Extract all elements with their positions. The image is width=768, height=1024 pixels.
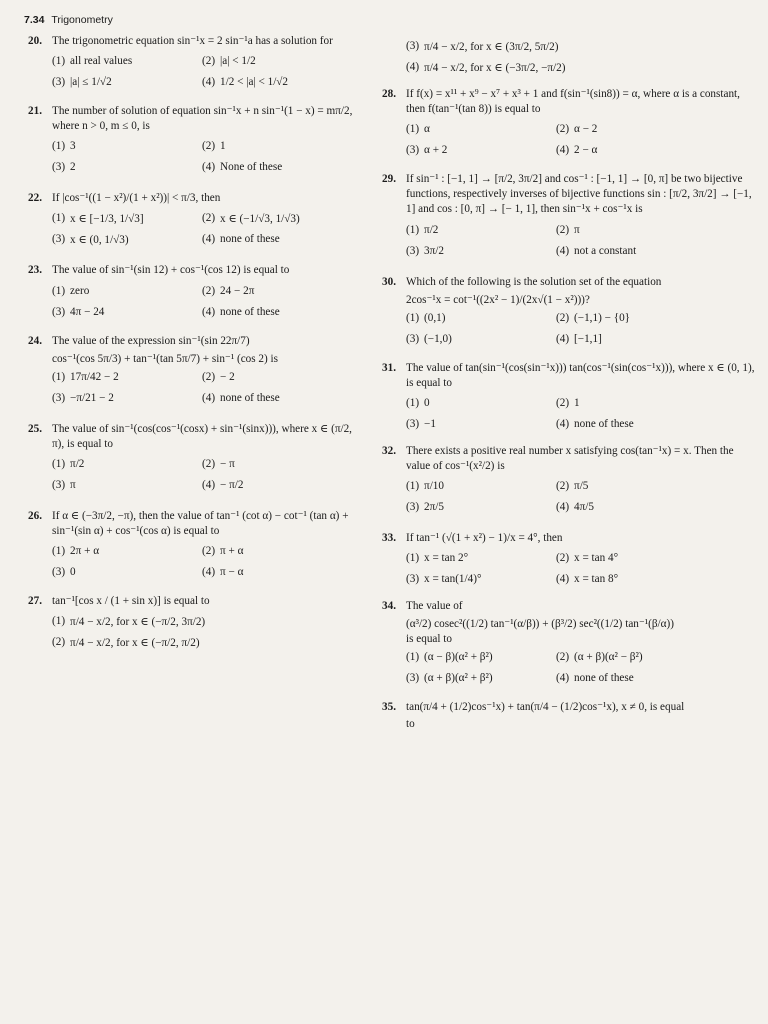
option-number: (2) bbox=[556, 311, 570, 324]
answer-option[interactable] bbox=[202, 564, 362, 580]
question bbox=[382, 599, 758, 686]
option-text: −π/21 − 2 bbox=[70, 391, 114, 404]
question-number: 34. bbox=[382, 600, 396, 613]
answer-option[interactable] bbox=[406, 243, 556, 259]
answer-option[interactable] bbox=[202, 304, 362, 320]
answer-option[interactable] bbox=[406, 38, 758, 54]
option-text: 3π/2 bbox=[424, 244, 444, 257]
option-text: 17π/42 − 2 bbox=[70, 370, 119, 383]
answer-option[interactable] bbox=[556, 416, 716, 432]
option-text: x = tan(1/4)° bbox=[424, 573, 482, 586]
option-text: π/2 bbox=[424, 223, 439, 236]
option-number: (4) bbox=[202, 233, 216, 246]
option-number: (3) bbox=[406, 501, 420, 514]
answer-option[interactable] bbox=[52, 159, 202, 175]
question bbox=[28, 334, 358, 406]
answer-option[interactable] bbox=[202, 74, 362, 90]
question bbox=[28, 509, 358, 580]
option-number: (2) bbox=[52, 636, 66, 649]
question-expression: 2cos⁻¹x = cot⁻¹((2x² − 1)/(2x√(1 − x²)))? bbox=[406, 293, 590, 306]
question-number: 31. bbox=[382, 361, 396, 374]
option-number: (1) bbox=[52, 212, 66, 225]
option-number: (2) bbox=[556, 123, 570, 136]
option-text: − π/2 bbox=[220, 478, 244, 491]
option-number: (4) bbox=[406, 61, 420, 73]
question-expression: to bbox=[406, 718, 415, 731]
option-number: (2) bbox=[556, 396, 570, 409]
option-number: (1) bbox=[52, 615, 66, 628]
left-column bbox=[28, 34, 358, 650]
option-text: (α − β)(α² + β²) bbox=[424, 651, 493, 664]
option-text: π/4 − x/2, for x ∈ (−π/2, 3π/2) bbox=[70, 615, 206, 628]
option-number: (3) bbox=[406, 332, 420, 345]
option-text: α bbox=[424, 123, 430, 136]
question bbox=[28, 104, 358, 175]
option-text: π/10 bbox=[424, 480, 444, 493]
option-number: (3) bbox=[406, 672, 420, 685]
answer-option[interactable] bbox=[406, 142, 556, 158]
question-number: 29. bbox=[382, 173, 396, 186]
answer-option[interactable] bbox=[556, 331, 716, 347]
option-text: 1 bbox=[220, 140, 226, 153]
answer-option[interactable] bbox=[406, 416, 556, 432]
answer-option[interactable] bbox=[202, 369, 362, 385]
option-number: (3) bbox=[406, 573, 420, 586]
option-number: (4) bbox=[202, 76, 216, 89]
answer-option[interactable] bbox=[556, 550, 716, 566]
option-number: (4) bbox=[556, 244, 570, 257]
answer-option[interactable] bbox=[52, 138, 202, 154]
option-text: 1/2 < |a| < 1/√2 bbox=[220, 76, 289, 89]
option-number: (2) bbox=[202, 370, 216, 383]
question-number: 25. bbox=[28, 422, 42, 435]
option-number: (4) bbox=[556, 144, 570, 157]
option-number: (2) bbox=[202, 140, 216, 153]
option-text: 2 − α bbox=[574, 144, 598, 157]
option-text: − 2 bbox=[220, 370, 235, 383]
option-number: (3) bbox=[52, 391, 66, 404]
option-text: (0,1) bbox=[424, 311, 446, 324]
answer-option[interactable] bbox=[406, 59, 758, 75]
option-number: (2) bbox=[202, 457, 216, 470]
option-text: zero bbox=[70, 284, 90, 297]
option-text: all real values bbox=[70, 55, 133, 68]
answer-option[interactable] bbox=[556, 649, 716, 665]
answer-option[interactable] bbox=[406, 331, 556, 347]
answer-option[interactable] bbox=[202, 543, 362, 559]
option-number: (3) bbox=[52, 305, 66, 318]
option-text: 0 bbox=[424, 396, 430, 409]
answer-option[interactable] bbox=[556, 670, 716, 686]
page-number: 7.34 bbox=[24, 14, 45, 26]
question bbox=[382, 700, 758, 730]
question bbox=[28, 422, 358, 493]
answer-option[interactable] bbox=[202, 390, 362, 406]
answer-option[interactable] bbox=[52, 543, 202, 559]
option-text: 4π/5 bbox=[574, 501, 594, 514]
question-number: 32. bbox=[382, 444, 396, 457]
option-text: π + α bbox=[220, 545, 244, 558]
answer-option[interactable] bbox=[406, 478, 556, 494]
option-text: 0 bbox=[70, 566, 76, 579]
question-expression: (α³/2) cosec²((1/2) tan⁻¹(α/β)) + (β³/2) sec²((1/2) tan⁻¹(β/α)) bbox=[406, 618, 674, 631]
option-text: 2π/5 bbox=[424, 501, 444, 514]
option-text: 2π + α bbox=[70, 545, 100, 558]
option-text: none of these bbox=[574, 672, 634, 685]
question bbox=[382, 275, 758, 347]
option-number: (3) bbox=[52, 566, 66, 579]
answer-option[interactable] bbox=[406, 310, 556, 326]
option-number: (4) bbox=[202, 391, 216, 404]
option-number: (4) bbox=[202, 161, 216, 174]
option-text: x ∈ (0, 1/√3) bbox=[70, 233, 129, 246]
answer-option[interactable] bbox=[202, 456, 362, 472]
answer-option[interactable] bbox=[556, 142, 716, 158]
question bbox=[382, 38, 758, 75]
option-number: (2) bbox=[556, 651, 570, 664]
answer-option[interactable] bbox=[52, 304, 202, 320]
answer-option[interactable] bbox=[406, 670, 556, 686]
answer-option[interactable] bbox=[202, 231, 362, 247]
option-number: (2) bbox=[202, 284, 216, 297]
option-text: x ∈ [−1/3, 1/√3] bbox=[70, 212, 144, 225]
option-number: (4) bbox=[202, 566, 216, 579]
option-number: (1) bbox=[52, 55, 66, 68]
question-number: 24. bbox=[28, 334, 42, 347]
question-number: 21. bbox=[28, 105, 42, 118]
option-number: (3) bbox=[406, 40, 420, 52]
answer-option[interactable] bbox=[52, 634, 358, 650]
option-number: (4) bbox=[556, 501, 570, 514]
question bbox=[28, 263, 358, 319]
option-text: α − 2 bbox=[574, 123, 598, 136]
answer-option[interactable] bbox=[52, 390, 202, 406]
question-number: 35. bbox=[382, 701, 396, 714]
option-number: (3) bbox=[52, 76, 66, 89]
option-number: (3) bbox=[52, 478, 66, 491]
question-expression: cos⁻¹(cos 5π/3) + tan⁻¹(tan 5π/7) + sin⁻¹ (cos 2) is bbox=[52, 352, 278, 365]
option-text: π/5 bbox=[574, 480, 589, 493]
option-text: 24 − 2π bbox=[220, 284, 255, 297]
answer-option[interactable] bbox=[52, 613, 358, 629]
question-number: 20. bbox=[28, 35, 42, 47]
option-text: π/4 − x/2, for x ∈ (−π/2, π/2) bbox=[70, 636, 200, 649]
question-text: The number of solution of equation sin⁻¹x + n sin⁻¹(1 − x) = mπ/2, where n > 0, m ≤ 0, is bbox=[52, 105, 353, 133]
option-text: x ∈ (−1/√3, 1/√3) bbox=[220, 212, 300, 225]
question-text: The value of bbox=[406, 600, 463, 613]
option-number: (1) bbox=[406, 480, 420, 493]
answer-option[interactable] bbox=[556, 499, 716, 515]
option-number: (4) bbox=[202, 478, 216, 491]
option-text: not a constant bbox=[574, 244, 637, 257]
option-number: (4) bbox=[556, 672, 570, 685]
answer-option[interactable] bbox=[52, 53, 202, 69]
option-text: (−1,0) bbox=[424, 332, 452, 345]
option-number: (1) bbox=[52, 140, 66, 153]
question-number: 28. bbox=[382, 88, 396, 100]
answer-option[interactable] bbox=[202, 53, 362, 69]
answer-option[interactable] bbox=[556, 222, 716, 238]
option-number: (3) bbox=[52, 233, 66, 246]
option-text: none of these bbox=[574, 417, 634, 430]
question bbox=[382, 172, 758, 258]
question-text: If |cos⁻¹((1 − x²)/(1 + x²))| < π/3, then bbox=[52, 192, 221, 205]
option-text: 4π − 24 bbox=[70, 305, 105, 318]
question-text: If tan⁻¹ (√(1 + x²) − 1)/x = 4°, then bbox=[406, 532, 563, 545]
answer-option[interactable] bbox=[52, 231, 202, 247]
question bbox=[28, 191, 358, 247]
answer-option[interactable] bbox=[52, 74, 202, 90]
option-number: (4) bbox=[556, 417, 570, 430]
answer-option[interactable] bbox=[556, 310, 716, 326]
chapter-title: Trigonometry bbox=[51, 14, 113, 26]
answer-option[interactable] bbox=[406, 649, 556, 665]
option-text: π − α bbox=[220, 566, 244, 579]
option-text: −1 bbox=[424, 417, 436, 430]
answer-option[interactable] bbox=[556, 243, 716, 259]
option-text: (−1,1) − {0} bbox=[574, 311, 631, 324]
question-number: 27. bbox=[28, 595, 42, 608]
answer-option[interactable] bbox=[202, 159, 362, 175]
question-text: tan(π/4 + (1/2)cos⁻¹x) + tan(π/4 − (1/2)cos⁻¹x), x ≠ 0, is equal bbox=[406, 701, 685, 714]
option-text: 2 bbox=[70, 161, 76, 174]
option-number: (3) bbox=[406, 144, 420, 157]
option-number: (1) bbox=[406, 396, 420, 409]
option-number: (1) bbox=[52, 284, 66, 297]
answer-option[interactable] bbox=[52, 477, 202, 493]
option-text: π/2 bbox=[70, 457, 85, 470]
question-number: 30. bbox=[382, 275, 396, 288]
option-text: |a| < 1/2 bbox=[220, 55, 256, 68]
option-text: (α + β)(α² + β²) bbox=[424, 672, 493, 685]
answer-option[interactable] bbox=[52, 283, 202, 299]
option-number: (3) bbox=[406, 417, 420, 430]
question-number: 26. bbox=[28, 509, 42, 522]
option-text: none of these bbox=[220, 233, 280, 246]
question-text: There exists a positive real number x satisfying cos(tan⁻¹x) = x. Then the value of cos⁻¹(x²/2) is bbox=[406, 444, 734, 472]
option-number: (2) bbox=[556, 223, 570, 236]
option-text: π/4 − x/2, for x ∈ (3π/2, 5π/2) bbox=[424, 40, 559, 53]
question-text: Which of the following is the solution set of the equation bbox=[406, 275, 662, 288]
option-number: (2) bbox=[556, 552, 570, 565]
option-text: π/4 − x/2, for x ∈ (−3π/2, −π/2) bbox=[424, 61, 566, 74]
option-number: (3) bbox=[52, 161, 66, 174]
answer-option[interactable] bbox=[202, 477, 362, 493]
question-text: The value of the expression sin⁻¹(sin 22π/7) bbox=[52, 334, 250, 347]
option-text: none of these bbox=[220, 391, 280, 404]
option-number: (4) bbox=[556, 573, 570, 586]
question-text: The trigonometric equation sin⁻¹x = 2 sin⁻¹a has a solution for bbox=[52, 35, 333, 47]
option-text: x = tan 8° bbox=[574, 573, 619, 586]
question-text: If sin⁻¹ : [−1, 1] → [π/2, 3π/2] and cos⁻¹ : [−1, 1] → [0, π] be two bijective functions, respectively inverses of bijective functions sin : [π/2, 3π/2] → [−1, 1] and cos : [0, π] → [− 1, 1], then sin⁻¹x + cos⁻¹x is bbox=[406, 173, 752, 216]
answer-option[interactable] bbox=[406, 222, 556, 238]
option-number: (2) bbox=[556, 480, 570, 493]
option-number: (4) bbox=[202, 305, 216, 318]
answer-option[interactable] bbox=[556, 395, 716, 411]
question-text: tan⁻¹[cos x / (1 + sin x)] is equal to bbox=[52, 595, 210, 608]
answer-option[interactable] bbox=[202, 210, 362, 226]
option-number: (1) bbox=[406, 223, 420, 236]
question-text: The value of tan(sin⁻¹(cos(sin⁻¹x))) tan(cos⁻¹(sin(cos⁻¹x))), where x ∈ (0, 1), is equal to bbox=[406, 361, 755, 389]
answer-option[interactable] bbox=[406, 395, 556, 411]
question-number: 22. bbox=[28, 192, 42, 205]
question-number: 23. bbox=[28, 264, 42, 277]
answer-option[interactable] bbox=[406, 550, 556, 566]
answer-option[interactable] bbox=[52, 210, 202, 226]
option-text: α + 2 bbox=[424, 144, 448, 157]
option-number: (1) bbox=[406, 123, 420, 136]
option-text: 3 bbox=[70, 140, 76, 153]
option-number: (1) bbox=[52, 370, 66, 383]
question-text: The value of sin⁻¹(sin 12) + cos⁻¹(cos 12) is equal to bbox=[52, 264, 290, 277]
question bbox=[382, 531, 758, 587]
question bbox=[382, 361, 758, 432]
option-number: (1) bbox=[406, 552, 420, 565]
option-text: 1 bbox=[574, 396, 580, 409]
option-text: π bbox=[70, 478, 76, 491]
option-number: (1) bbox=[406, 651, 420, 664]
question-text: If f(x) = x¹¹ + x⁹ − x⁷ + x³ + 1 and f(sin⁻¹(sin8)) = α, where α is a constant, then f(tan⁻¹(tan 8)) is equal to bbox=[406, 88, 740, 116]
answer-option[interactable] bbox=[406, 499, 556, 515]
question-number: 33. bbox=[382, 532, 396, 545]
answer-option[interactable] bbox=[52, 564, 202, 580]
answer-option[interactable] bbox=[556, 121, 716, 137]
answer-option[interactable] bbox=[406, 121, 556, 137]
question bbox=[382, 444, 758, 515]
option-number: (1) bbox=[406, 311, 420, 324]
option-number: (1) bbox=[52, 545, 66, 558]
option-text: π bbox=[574, 223, 580, 236]
option-number: (4) bbox=[556, 332, 570, 345]
answer-option[interactable] bbox=[52, 369, 202, 385]
option-text: x = tan 4° bbox=[574, 552, 619, 565]
question bbox=[28, 34, 358, 90]
option-number: (2) bbox=[202, 545, 216, 558]
option-text: |a| ≤ 1/√2 bbox=[70, 76, 112, 89]
question bbox=[28, 594, 358, 650]
question-expression: is equal to bbox=[406, 633, 452, 646]
question bbox=[382, 87, 758, 158]
option-text: none of these bbox=[220, 305, 280, 318]
right-column bbox=[382, 34, 758, 730]
option-number: (3) bbox=[406, 244, 420, 257]
answer-option[interactable] bbox=[406, 571, 556, 587]
answer-option[interactable] bbox=[556, 478, 716, 494]
option-text: (α + β)(α² − β²) bbox=[574, 651, 643, 664]
answer-option[interactable] bbox=[202, 283, 362, 299]
page-header bbox=[24, 14, 113, 26]
answer-option[interactable] bbox=[202, 138, 362, 154]
answer-option[interactable] bbox=[52, 456, 202, 472]
question-text: If α ∈ (−3π/2, −π), then the value of tan⁻¹ (cot α) − cot⁻¹ (tan α) + sin⁻¹(sin α) + cos⁻¹(cos α) is equal to bbox=[52, 509, 349, 537]
option-text: x = tan 2° bbox=[424, 552, 469, 565]
answer-option[interactable] bbox=[556, 571, 716, 587]
option-number: (2) bbox=[202, 55, 216, 68]
option-text: [−1,1] bbox=[574, 332, 602, 345]
option-text: − π bbox=[220, 457, 235, 470]
option-number: (2) bbox=[202, 212, 216, 225]
question-text: The value of sin⁻¹(cos(cos⁻¹(cosx) + sin⁻¹(sinx))), where x ∈ (π/2, π), is equal to bbox=[52, 422, 352, 450]
option-number: (1) bbox=[52, 457, 66, 470]
option-text: None of these bbox=[220, 161, 283, 174]
